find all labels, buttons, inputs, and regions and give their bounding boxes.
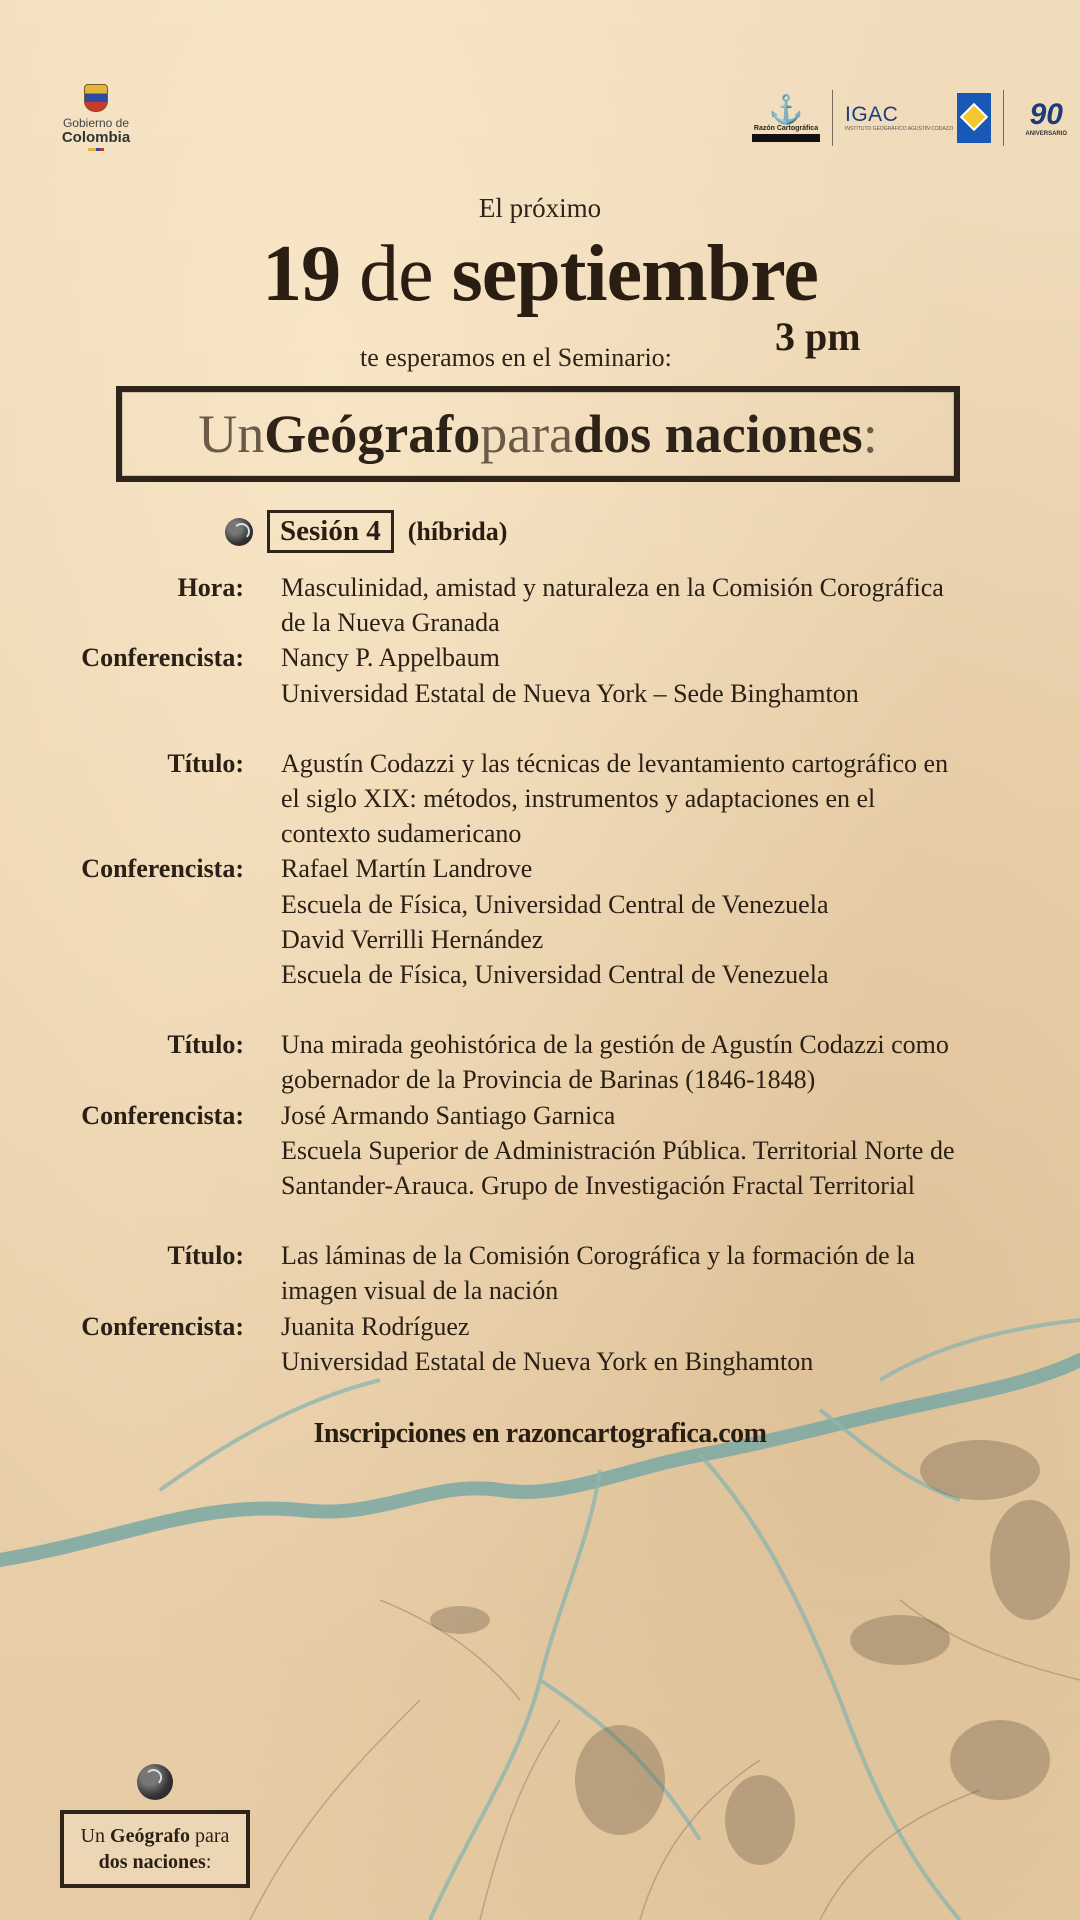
row-label: Conferencista: xyxy=(81,854,244,884)
row-line: Masculinidad, amistad y naturaleza en la Comisión Corográfica xyxy=(281,573,944,602)
program-list xyxy=(40,570,1040,1379)
date-month: septiembre xyxy=(451,230,818,318)
row-line: el siglo XIX: métodos, instrumentos y adaptaciones en el xyxy=(281,784,876,814)
anchor-icon: ⚓ xyxy=(768,93,804,125)
session-label: Sesión 4 xyxy=(267,510,394,553)
program-row xyxy=(40,851,1040,992)
row-label: Hora: xyxy=(177,573,244,602)
gobierno-de-colombia-logo xyxy=(54,84,138,151)
row-label: Conferencista: xyxy=(81,643,244,673)
invite-text: te esperamos en el Seminario: xyxy=(360,343,672,372)
row-line: Las láminas de la Comisión Corográfica y la formación de la xyxy=(281,1241,915,1271)
row-line: Universidad Estatal de Nueva York – Sede Binghamton xyxy=(281,678,859,708)
footer-text-bold: Geógrafo xyxy=(110,1825,190,1847)
seminar-title-part1: Un xyxy=(198,404,265,464)
footer-globe xyxy=(137,1764,173,1800)
row-label: Título: xyxy=(167,748,244,778)
flag-stripe xyxy=(88,148,104,151)
gov-logo-line2: Colombia xyxy=(61,129,131,146)
row-line: imagen visual de la nación xyxy=(281,1276,559,1306)
razon-logo-bar xyxy=(752,134,820,142)
program-row xyxy=(40,1238,1040,1308)
row-line: de la Nueva Granada xyxy=(281,608,500,638)
igac-name: IGAC xyxy=(845,103,899,126)
igac-logo xyxy=(845,93,991,143)
row-line: Rafael Martín Landrove xyxy=(281,854,533,884)
row-label: Conferencista: xyxy=(81,1311,244,1341)
anniversary-logo xyxy=(1016,99,1076,137)
footer-text: : xyxy=(205,1851,212,1873)
program-row xyxy=(40,746,1040,852)
gov-logo-line1: Gobierno de xyxy=(62,116,130,130)
footer-text-bold: dos naciones xyxy=(98,1851,206,1873)
seminar-title-part2: Geógrafo xyxy=(264,404,481,464)
seminar-title-box xyxy=(116,386,960,482)
intro-text: El próximo xyxy=(478,193,602,223)
event-date xyxy=(0,228,1080,320)
session-header xyxy=(225,510,507,553)
razon-cartografica-logo xyxy=(752,95,820,142)
seminar-title-part4: dos naciones xyxy=(573,404,863,464)
logo-divider xyxy=(1003,90,1004,146)
row-line: Universidad Estatal de Nueva York en Binghamton xyxy=(281,1346,814,1376)
signup-link[interactable]: Inscripciones en razoncartografica.com xyxy=(313,1418,767,1449)
row-line: Agustín Codazzi y las técnicas de levantamiento cartográfico en xyxy=(281,748,949,778)
row-line: Santander-Arauca. Grupo de Investigación Fractal Territorial xyxy=(281,1171,915,1201)
program-row xyxy=(40,570,1040,640)
row-label: Título: xyxy=(167,1241,244,1271)
seminar-title-part3: para xyxy=(480,404,574,464)
row-line: Escuela de Física, Universidad Central de Venezuela xyxy=(281,889,829,919)
session-mode: (híbrida) xyxy=(407,516,508,546)
event-time: 3 pm xyxy=(775,314,861,359)
row-line: Juanita Rodríguez xyxy=(281,1311,470,1341)
program-row xyxy=(40,1098,1040,1204)
globe-icon xyxy=(225,518,253,546)
seminar-title-part5: : xyxy=(862,404,878,464)
logo-divider xyxy=(832,90,833,146)
razon-logo-name: Razón Cartográfica xyxy=(753,124,819,132)
anniversary-number: 90 xyxy=(1029,98,1063,131)
row-label: Título: xyxy=(167,1030,244,1060)
row-line: gobernador de la Provincia de Barinas (1846-1848) xyxy=(281,1065,816,1095)
row-line: Una mirada geohistórica de la gestión de Agustín Codazzi como xyxy=(281,1030,949,1060)
program-row xyxy=(40,640,1040,710)
row-line: Nancy P. Appelbaum xyxy=(281,643,500,673)
row-line: Escuela de Física, Universidad Central de Venezuela xyxy=(281,960,829,990)
anniversary-label: ANIVERSARIO xyxy=(1025,131,1068,137)
row-line: Escuela Superior de Administración Pública. Territorial Norte de xyxy=(281,1135,955,1165)
row-line: contexto sudamericano xyxy=(281,819,522,849)
row-line: José Armando Santiago Garnica xyxy=(281,1100,616,1130)
coat-of-arms-icon xyxy=(84,84,108,112)
program-row xyxy=(40,1027,1040,1097)
date-de: de xyxy=(359,230,433,318)
row-label: Conferencista: xyxy=(81,1100,244,1130)
igac-emblem-icon xyxy=(957,93,991,143)
footer-text: para xyxy=(190,1825,230,1847)
partner-logos xyxy=(752,88,1076,148)
program-row xyxy=(40,1309,1040,1379)
globe-icon xyxy=(137,1764,173,1800)
igac-subtitle: INSTITUTO GEOGRÁFICO AGUSTÍN CODAZZI xyxy=(845,126,954,132)
row-line: David Verrilli Hernández xyxy=(281,924,544,954)
footer-seminar-logo xyxy=(60,1810,250,1888)
footer-text: Un xyxy=(80,1825,111,1847)
date-day: 19 xyxy=(262,230,341,318)
